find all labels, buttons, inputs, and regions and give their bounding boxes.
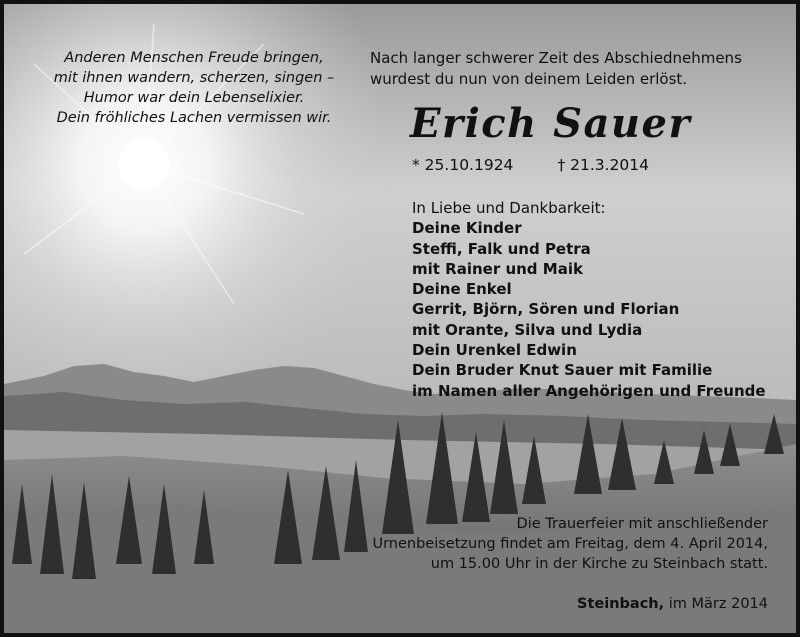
mourner-line: Dein Urenkel Edwin	[412, 341, 577, 360]
place-date: im März 2014	[668, 596, 768, 612]
mourners-list	[412, 198, 766, 401]
mourner-line: Deine Enkel	[412, 280, 512, 299]
poem-line: Dein fröhliches Lachen vermissen wir.	[56, 110, 332, 126]
mourners-heading: In Liebe und Dankbarkeit:	[412, 199, 606, 217]
place-town: Steinbach,	[577, 596, 665, 612]
mourner-line: Steffi, Falk und Petra	[412, 239, 591, 258]
mourner-line: im Namen aller Angehörigen und Freunde	[412, 381, 766, 400]
life-dates	[412, 156, 649, 174]
mourner-line: mit Rainer und Maik	[412, 259, 583, 278]
place-and-date	[577, 596, 768, 612]
service-line: um 15.00 Uhr in der Kirche zu Steinbach statt.	[430, 556, 768, 572]
mourner-line: Gerrit, Björn, Sören und Florian	[412, 300, 680, 319]
mourner-line: Deine Kinder	[412, 219, 522, 238]
intro-text	[370, 48, 742, 90]
funeral-service-info	[372, 514, 768, 574]
poem-line: mit ihnen wandern, scherzen, singen –	[53, 70, 335, 86]
deceased-name: Erich Sauer	[410, 100, 692, 147]
mourner-line: Dein Bruder Knut Sauer mit Familie	[412, 361, 713, 380]
poem-line: Humor war dein Lebenselixier.	[83, 90, 305, 106]
poem-line: Anderen Menschen Freude bringen,	[64, 50, 324, 66]
service-line: Die Trauerfeier mit anschließender	[516, 516, 768, 532]
service-line: Urnenbeisetzung findet am Freitag, dem 4. April 2014,	[372, 536, 768, 552]
mourner-line: mit Orante, Silva und Lydia	[412, 320, 643, 339]
memorial-poem	[34, 48, 354, 128]
birth-date: * 25.10.1924	[412, 156, 514, 174]
death-date: † 21.3.2014	[557, 156, 649, 174]
intro-line: Nach langer schwerer Zeit des Abschiednehmens	[370, 49, 742, 67]
intro-line: wurdest du nun von deinem Leiden erlöst.	[370, 70, 688, 88]
